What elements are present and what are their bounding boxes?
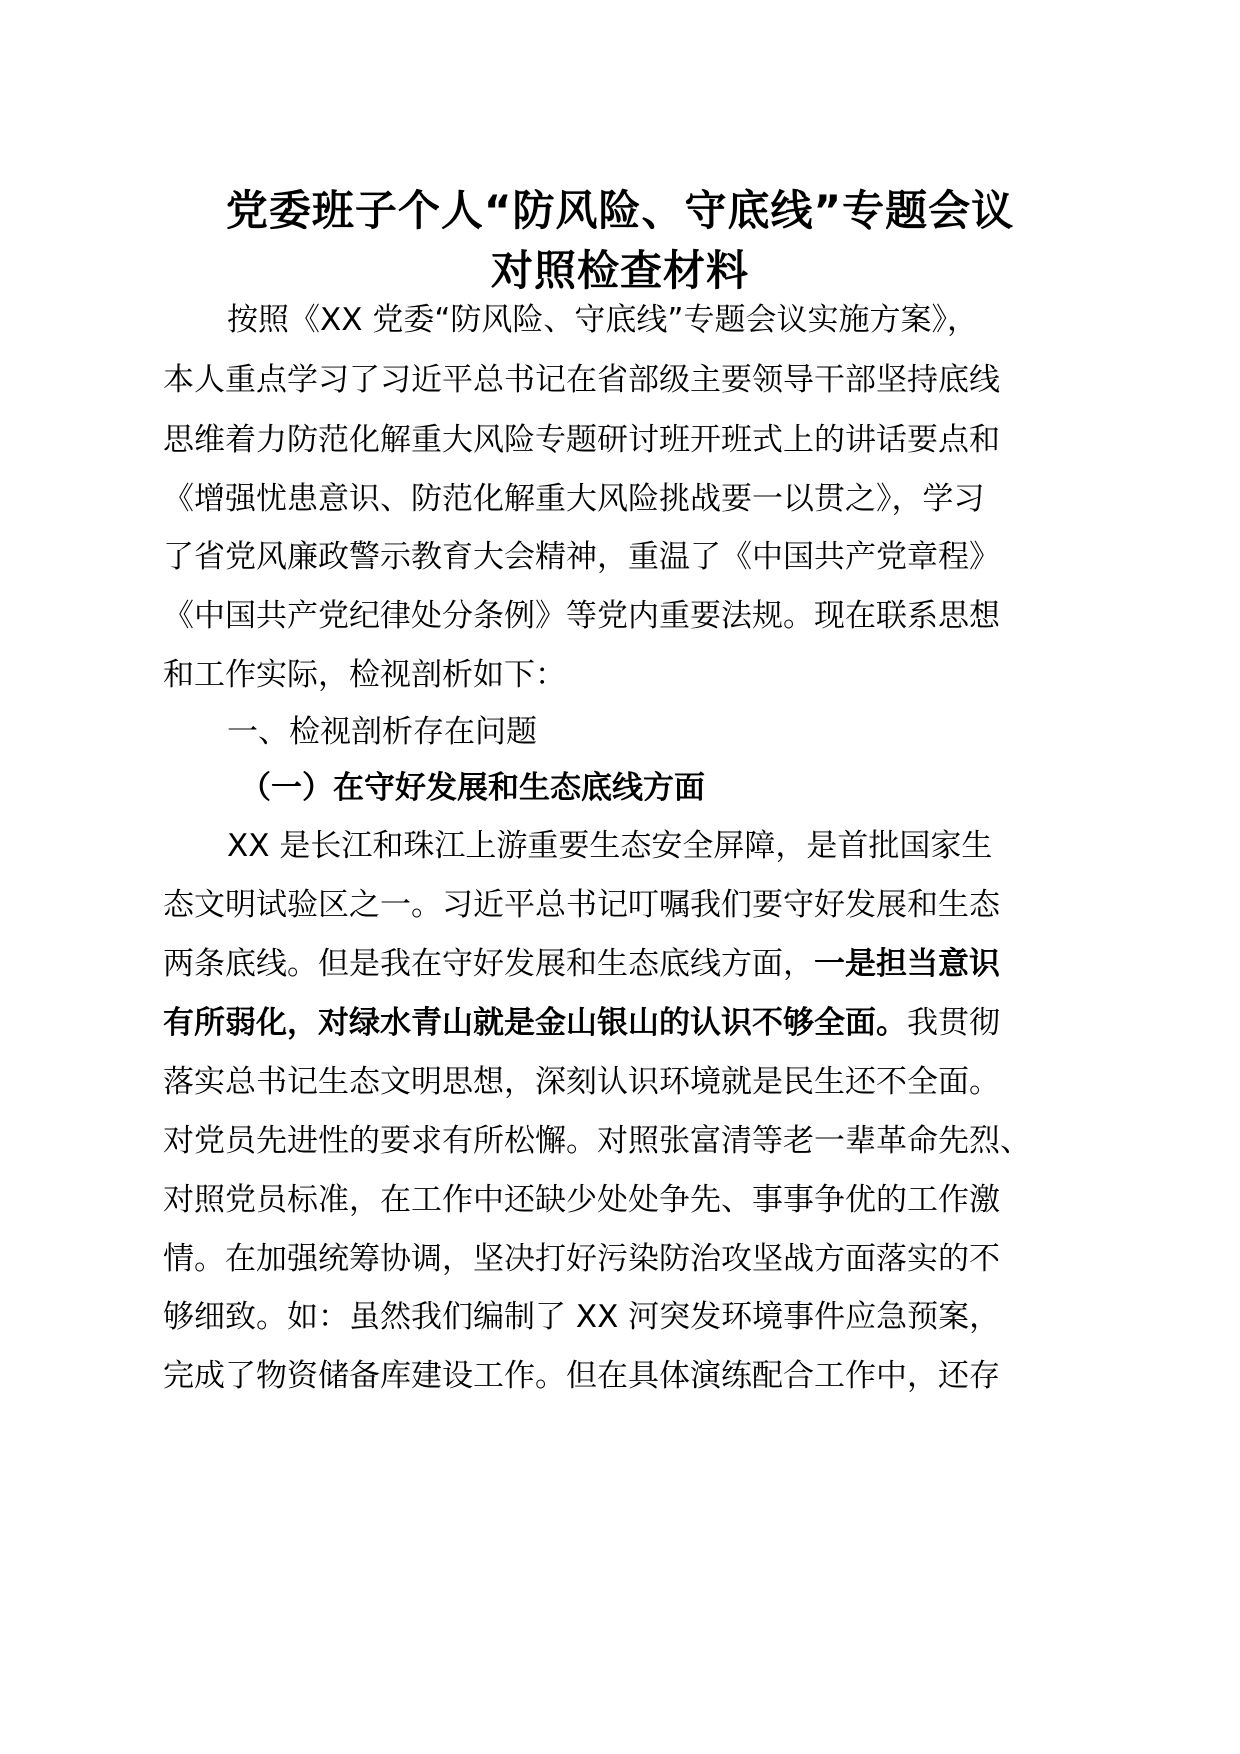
paragraph-line: 完成了物资储备库建设工作。但在具体演练配合工作中，还存 [163,1358,1000,1394]
paragraph-line: 够细致。如：虽然我们编制了 XX 河突发环境事件应急预案， [163,1299,1001,1335]
paragraph-line: 本人重点学习了习近平总书记在省部级主要领导干部坚持底线 [163,362,1000,398]
paragraph-line: 思维着力防范化解重大风险专题研讨班开班式上的讲话要点和 [163,422,1000,458]
paragraph-line: 按照《XX 党委“防风险、守底线”专题会议实施方案》， [227,302,978,338]
emphasis-text: 有所弱化，对绿水青山就是金山银山的认识不够全面。 [163,1005,907,1041]
paragraph-line: 对照党员标准，在工作中还缺少处处争先、事事争优的工作激 [163,1182,1000,1218]
document-title-line-1: 党委班子个人“防风险、守底线”专题会议 [225,186,1015,235]
paragraph-text: 我贯彻 [907,1005,1000,1041]
paragraph-line [163,1003,1000,1043]
section-heading: 一、检视剖析存在问题 [227,714,537,750]
paragraph-line [163,944,1000,984]
paragraph-text: 两条底线。但是我在守好发展和生态底线方面， [163,946,814,982]
paragraph-line: 情。在加强统筹协调，坚决打好污染防治攻坚战方面落实的不 [163,1241,1000,1277]
document-title-line-2: 对照检查材料 [490,246,749,295]
paragraph-line: 《中国共产党纪律处分条例》等党内重要法规。现在联系思想 [163,598,1000,634]
emphasis-text: 一是担当意识 [814,946,1000,982]
paragraph-line: 了省党风廉政警示教育大会精神，重温了《中国共产党章程》 [163,539,1000,575]
paragraph-line: XX 是长江和珠江上游重要生态安全屏障，是首批国家生 [227,828,993,864]
paragraph-line: 和工作实际，检视剖析如下： [163,657,566,693]
subsection-heading: （一）在守好发展和生态底线方面 [240,770,705,806]
paragraph-line: 《增强忧患意识、防范化解重大风险挑战要一以贯之》，学习 [163,481,985,517]
paragraph-line: 落实总书记生态文明思想，深刻认识环境就是民生还不全面。 [163,1064,1000,1100]
paragraph-line: 对党员先进性的要求有所松懈。对照张富清等老一辈革命先烈、 [163,1123,1031,1159]
paragraph-line: 态文明试验区之一。习近平总书记叮嘱我们要守好发展和生态 [163,887,1000,923]
